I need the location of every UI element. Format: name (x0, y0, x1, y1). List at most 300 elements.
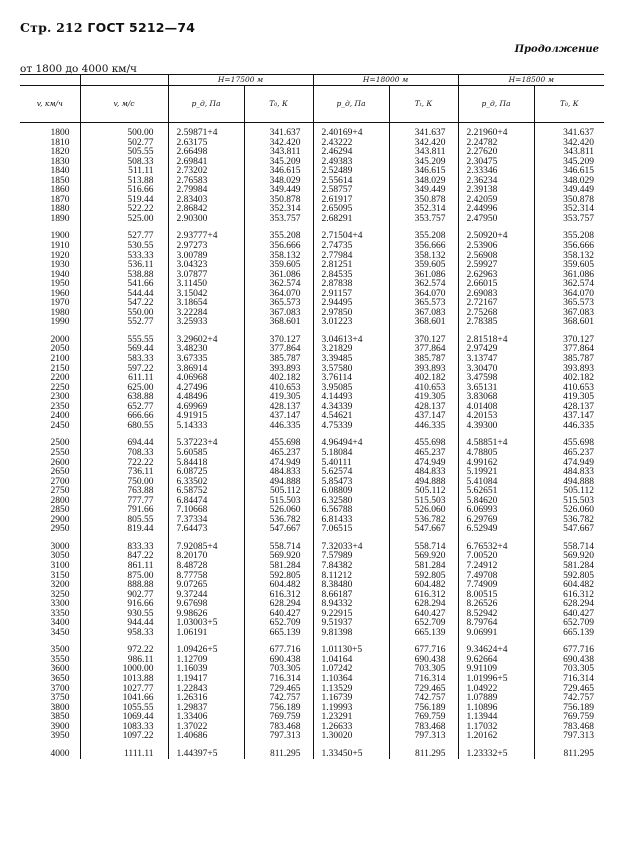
group-gap (20, 431, 604, 439)
cell-v-ms: 513.88 (80, 177, 168, 187)
cell-p-18000: 2.65095 (313, 205, 389, 215)
cell-p-17500: 6.58752 (168, 487, 244, 497)
cell-p-17500: 5.84418 (168, 459, 244, 469)
cell-t-18000: 345.209 (389, 158, 458, 168)
cell-t-17500: 362.574 (244, 280, 313, 290)
table-row (20, 252, 604, 262)
cell-t-18000: 446.335 (389, 422, 458, 432)
cell-p-18500: 4.20153 (458, 412, 534, 422)
table-row (20, 290, 604, 300)
cell-p-17500: 3.48230 (168, 345, 244, 355)
cell-t-18000: 368.601 (389, 318, 458, 328)
cell-t-18500: 358.132 (534, 252, 604, 262)
cell-p-18000: 8.66187 (313, 591, 389, 601)
continued-label: Продолжение (514, 44, 599, 55)
cell-v-kmh: 3150 (50, 570, 70, 581)
cell-t-17500: 769.759 (244, 713, 313, 723)
cell-v-kmh: 1930 (50, 260, 70, 271)
cell-t-18000: 362.574 (389, 280, 458, 290)
cell-v-ms: 1111.11 (80, 750, 168, 760)
cell-v-ms: 536.11 (80, 261, 168, 271)
cell-p-17500: 3.04323 (168, 261, 244, 271)
cell-v-kmh: 2350 (50, 401, 70, 412)
cell-v-kmh: 3350 (50, 608, 70, 619)
table-row (20, 713, 604, 723)
cell-v-ms: 611.11 (80, 374, 168, 384)
col-header-t-1: T₀, К (244, 86, 313, 123)
cell-p-18000: 6.81433 (313, 516, 389, 526)
cell-p-18000: 7.06515 (313, 525, 389, 535)
cell-t-18000: 484.833 (389, 468, 458, 478)
cell-t-18500: 505.112 (534, 487, 604, 497)
cell-p-18500: 4.01408 (458, 403, 534, 413)
cell-t-18000: 716.314 (389, 675, 458, 685)
cell-v-kmh: 2950 (50, 524, 70, 535)
cell-v-ms: 861.11 (80, 562, 168, 572)
table-row (20, 478, 604, 488)
cell-v-ms: 555.55 (80, 336, 168, 346)
cell-p-18000: 2.58757 (313, 186, 389, 196)
cell-v-ms: 522.22 (80, 205, 168, 215)
cell-p-18000: 1.04164 (313, 656, 389, 666)
cell-t-17500: 494.888 (244, 478, 313, 488)
table-row (20, 552, 604, 562)
cell-v-kmh: 1990 (50, 317, 70, 328)
cell-t-17500: 756.189 (244, 704, 313, 714)
cell-v-ms: 1083.33 (80, 723, 168, 733)
cell-v-kmh: 1890 (50, 213, 70, 224)
cell-p-18000: 7.84382 (313, 562, 389, 572)
altitude-header-1: H=17500 м (168, 75, 313, 86)
cell-t-17500: 364.070 (244, 290, 313, 300)
cell-v-kmh: 1820 (50, 147, 70, 158)
table-row (20, 215, 604, 225)
cell-p-18500: 5.62651 (458, 487, 534, 497)
cell-p-18500: 1.23332+5 (458, 750, 534, 760)
cell-p-18000: 4.75339 (313, 422, 389, 432)
cell-v-ms: 902.77 (80, 591, 168, 601)
table-row (20, 685, 604, 695)
col-header-p-1: p_д, Па (168, 86, 244, 123)
cell-p-18500: 2.72167 (458, 299, 534, 309)
cell-v-ms: 972.22 (80, 646, 168, 656)
cell-p-18500: 6.76532+4 (458, 543, 534, 553)
cell-p-17500: 9.37244 (168, 591, 244, 601)
cell-p-17500: 6.08725 (168, 468, 244, 478)
cell-v-ms: 652.77 (80, 403, 168, 413)
cell-t-18000: 494.888 (389, 478, 458, 488)
table-row (20, 543, 604, 553)
cell-v-kmh: 2700 (50, 476, 70, 487)
table-row (20, 723, 604, 733)
cell-v-kmh: 3650 (50, 673, 70, 684)
cell-t-18000: 437.147 (389, 412, 458, 422)
cell-p-18000: 8.38480 (313, 581, 389, 591)
cell-t-18000: 616.312 (389, 591, 458, 601)
cell-t-18500: 385.787 (534, 355, 604, 365)
cell-t-18000: 410.653 (389, 384, 458, 394)
cell-p-18500: 4.78805 (458, 449, 534, 459)
cell-t-18000: 342.420 (389, 139, 458, 149)
group-gap (20, 742, 604, 750)
cell-p-17500: 2.93777+4 (168, 232, 244, 242)
cell-t-18000: 558.714 (389, 543, 458, 553)
cell-t-18500: 356.666 (534, 242, 604, 252)
cell-p-18500: 2.33346 (458, 167, 534, 177)
cell-t-17500: 349.449 (244, 186, 313, 196)
cell-v-ms: 527.77 (80, 232, 168, 242)
cell-p-18000: 2.49383 (313, 158, 389, 168)
cell-p-18500: 2.66015 (458, 280, 534, 290)
cell-v-ms: 888.88 (80, 581, 168, 591)
cell-p-17500: 2.97273 (168, 242, 244, 252)
cell-v-ms: 597.22 (80, 365, 168, 375)
cell-v-ms: 500.00 (80, 129, 168, 139)
cell-p-18000: 2.97850 (313, 309, 389, 319)
cell-p-18500: 2.59927 (458, 261, 534, 271)
cell-v-kmh: 2400 (50, 411, 70, 422)
cell-p-18500: 1.04922 (458, 685, 534, 695)
cell-p-18000: 1.19993 (313, 704, 389, 714)
cell-v-ms: 958.33 (80, 629, 168, 639)
table-row (20, 525, 604, 535)
cell-v-kmh: 4000 (50, 748, 70, 759)
cell-t-17500: 346.615 (244, 167, 313, 177)
cell-v-kmh: 1940 (50, 269, 70, 280)
cell-p-18500: 1.17032 (458, 723, 534, 733)
cell-p-17500: 4.69969 (168, 403, 244, 413)
cell-p-17500: 7.92085+4 (168, 543, 244, 553)
cell-t-18500: 341.637 (534, 129, 604, 139)
cell-p-17500: 2.59871+4 (168, 129, 244, 139)
cell-p-17500: 3.07877 (168, 271, 244, 281)
cell-t-18000: 353.757 (389, 215, 458, 225)
table-row (20, 309, 604, 319)
cell-p-18500: 2.44996 (458, 205, 534, 215)
cell-t-18000: 455.698 (389, 439, 458, 449)
cell-t-17500: 628.294 (244, 600, 313, 610)
cell-t-18000: 367.083 (389, 309, 458, 319)
cell-t-18500: 370.127 (534, 336, 604, 346)
cell-p-18000: 1.13529 (313, 685, 389, 695)
cell-t-18000: 640.427 (389, 610, 458, 620)
cell-t-17500: 377.864 (244, 345, 313, 355)
table-row (20, 750, 604, 760)
cell-p-17500: 3.11450 (168, 280, 244, 290)
cell-v-kmh: 3750 (50, 693, 70, 704)
cell-v-kmh: 2850 (50, 505, 70, 516)
cell-p-18500: 3.30470 (458, 365, 534, 375)
cell-t-18000: 677.716 (389, 646, 458, 656)
table-row (20, 139, 604, 149)
cell-t-17500: 558.714 (244, 543, 313, 553)
table-row (20, 205, 604, 215)
cell-p-18000: 2.71504+4 (313, 232, 389, 242)
cell-v-ms: 1041.66 (80, 694, 168, 704)
cell-t-17500: 547.667 (244, 525, 313, 535)
cell-p-18000: 3.95085 (313, 384, 389, 394)
cell-p-18500: 1.10896 (458, 704, 534, 714)
table-row (20, 393, 604, 403)
cell-p-17500: 4.48496 (168, 393, 244, 403)
table-row (20, 449, 604, 459)
col-header-v-kmh: v, км/ч (20, 86, 80, 123)
cell-p-18000: 8.94332 (313, 600, 389, 610)
table-row (20, 299, 604, 309)
table-row (20, 732, 604, 742)
cell-v-ms: 1027.77 (80, 685, 168, 695)
cell-p-18000: 9.22915 (313, 610, 389, 620)
table-row (20, 562, 604, 572)
cell-p-18000: 2.84535 (313, 271, 389, 281)
cell-t-17500: 455.698 (244, 439, 313, 449)
cell-v-kmh: 2100 (50, 354, 70, 365)
cell-p-18500: 7.24912 (458, 562, 534, 572)
cell-p-18500: 7.00520 (458, 552, 534, 562)
cell-p-18500: 6.52949 (458, 525, 534, 535)
cell-v-ms: 547.22 (80, 299, 168, 309)
cell-v-kmh: 1880 (50, 204, 70, 215)
cell-p-18000: 2.52489 (313, 167, 389, 177)
cell-t-18000: 742.757 (389, 694, 458, 704)
cell-v-kmh: 2050 (50, 344, 70, 355)
cell-p-18000: 6.56788 (313, 506, 389, 516)
cell-p-18500: 9.34624+4 (458, 646, 534, 656)
cell-v-kmh: 3000 (50, 541, 70, 552)
cell-v-kmh: 1840 (50, 166, 70, 177)
cell-v-ms: 986.11 (80, 656, 168, 666)
cell-v-ms: 511.11 (80, 167, 168, 177)
cell-p-18000: 1.23291 (313, 713, 389, 723)
cell-p-18500: 2.30475 (458, 158, 534, 168)
cell-v-kmh: 3600 (50, 664, 70, 675)
table-row (20, 468, 604, 478)
cell-p-18000: 3.21829 (313, 345, 389, 355)
table-row (20, 516, 604, 526)
table-row (20, 232, 604, 242)
cell-p-17500: 1.33406 (168, 713, 244, 723)
cell-p-17500: 2.90300 (168, 215, 244, 225)
cell-p-18500: 2.53906 (458, 242, 534, 252)
table-row (20, 261, 604, 271)
cell-v-kmh: 1860 (50, 185, 70, 196)
cell-p-18500: 3.13747 (458, 355, 534, 365)
cell-t-18000: 370.127 (389, 336, 458, 346)
cell-t-17500: 342.420 (244, 139, 313, 149)
cell-p-18500: 6.29769 (458, 516, 534, 526)
cell-t-18500: 346.615 (534, 167, 604, 177)
table-row (20, 422, 604, 432)
cell-p-18000: 5.62574 (313, 468, 389, 478)
cell-t-18500: 592.805 (534, 572, 604, 582)
cell-t-18500: 402.182 (534, 374, 604, 384)
cell-t-18000: 402.182 (389, 374, 458, 384)
cell-t-18500: 677.716 (534, 646, 604, 656)
cell-p-17500: 1.29837 (168, 704, 244, 714)
cell-p-18000: 2.77984 (313, 252, 389, 262)
cell-t-17500: 505.112 (244, 487, 313, 497)
cell-p-17500: 1.19417 (168, 675, 244, 685)
cell-p-18500: 8.52942 (458, 610, 534, 620)
cell-t-18000: 346.615 (389, 167, 458, 177)
cell-v-kmh: 3250 (50, 589, 70, 600)
table-body (20, 123, 604, 760)
cell-p-17500: 8.20170 (168, 552, 244, 562)
cell-p-18500: 7.49708 (458, 572, 534, 582)
cell-v-ms: 625.00 (80, 384, 168, 394)
cell-t-18000: 756.189 (389, 704, 458, 714)
cell-t-17500: 370.127 (244, 336, 313, 346)
table-row (20, 619, 604, 629)
cell-t-18000: 465.237 (389, 449, 458, 459)
cell-t-18000: 349.449 (389, 186, 458, 196)
cell-t-18500: 526.060 (534, 506, 604, 516)
cell-t-18500: 349.449 (534, 186, 604, 196)
cell-t-18000: 569.920 (389, 552, 458, 562)
cell-t-18500: 811.295 (534, 750, 604, 760)
table-row (20, 591, 604, 601)
cell-t-18500: 652.709 (534, 619, 604, 629)
cell-t-18500: 474.949 (534, 459, 604, 469)
cell-t-17500: 437.147 (244, 412, 313, 422)
cell-p-18000: 4.14493 (313, 393, 389, 403)
cell-t-17500: 811.295 (244, 750, 313, 760)
cell-v-ms: 638.88 (80, 393, 168, 403)
cell-v-ms: 552.77 (80, 318, 168, 328)
table-row (20, 196, 604, 206)
cell-v-ms: 847.22 (80, 552, 168, 562)
cell-t-18000: 505.112 (389, 487, 458, 497)
cell-p-18500: 8.79764 (458, 619, 534, 629)
cell-v-kmh: 3100 (50, 560, 70, 571)
cell-v-ms: 505.55 (80, 148, 168, 158)
cell-t-18000: 783.468 (389, 723, 458, 733)
cell-p-18000: 2.91157 (313, 290, 389, 300)
table-row (20, 242, 604, 252)
cell-t-18500: 343.811 (534, 148, 604, 158)
cell-p-17500: 2.66498 (168, 148, 244, 158)
cell-t-17500: 729.465 (244, 685, 313, 695)
table-row (20, 629, 604, 639)
cell-v-ms: 791.66 (80, 506, 168, 516)
table-row (20, 704, 604, 714)
cell-t-17500: 352.314 (244, 205, 313, 215)
table-row (20, 439, 604, 449)
cell-p-18500: 5.84620 (458, 497, 534, 507)
altitude-header-3: H=18500 м (458, 75, 604, 86)
table-row (20, 581, 604, 591)
cell-v-ms: 541.66 (80, 280, 168, 290)
cell-t-17500: 797.313 (244, 732, 313, 742)
cell-v-kmh: 2650 (50, 467, 70, 478)
cell-v-kmh: 3200 (50, 580, 70, 591)
cell-v-ms: 538.88 (80, 271, 168, 281)
cell-v-ms: 544.44 (80, 290, 168, 300)
table-row (20, 345, 604, 355)
cell-t-18500: 353.757 (534, 215, 604, 225)
cell-p-17500: 2.86842 (168, 205, 244, 215)
cell-t-18500: 604.482 (534, 581, 604, 591)
cell-p-18500: 9.62664 (458, 656, 534, 666)
cell-v-ms: 666.66 (80, 412, 168, 422)
cell-t-18000: 811.295 (389, 750, 458, 760)
cell-p-17500: 7.10668 (168, 506, 244, 516)
cell-t-17500: 716.314 (244, 675, 313, 685)
cell-t-18000: 393.893 (389, 365, 458, 375)
cell-p-18500: 1.20162 (458, 732, 534, 742)
cell-v-ms: 694.44 (80, 439, 168, 449)
cell-p-18000: 8.11212 (313, 572, 389, 582)
cell-t-18000: 364.070 (389, 290, 458, 300)
cell-p-17500: 4.27496 (168, 384, 244, 394)
table-row (20, 318, 604, 328)
cell-t-17500: 677.716 (244, 646, 313, 656)
cell-p-18500: 2.97429 (458, 345, 534, 355)
cell-t-18500: 769.759 (534, 713, 604, 723)
cell-p-18000: 3.04613+4 (313, 336, 389, 346)
col-header-p-2: p_д, Па (313, 86, 389, 123)
altitude-header-2: H=18000 м (313, 75, 458, 86)
cell-v-ms: 1055.55 (80, 704, 168, 714)
cell-p-17500: 2.63175 (168, 139, 244, 149)
cell-t-18500: 742.757 (534, 694, 604, 704)
cell-v-kmh: 2000 (50, 334, 70, 345)
cell-t-17500: 515.503 (244, 497, 313, 507)
cell-v-ms: 875.00 (80, 572, 168, 582)
cell-v-ms: 533.33 (80, 252, 168, 262)
cell-t-18500: 368.601 (534, 318, 604, 328)
cell-t-17500: 367.083 (244, 309, 313, 319)
cell-p-18000: 1.30020 (313, 732, 389, 742)
cell-v-ms: 750.00 (80, 478, 168, 488)
cell-t-17500: 569.920 (244, 552, 313, 562)
cell-p-17500: 6.84474 (168, 497, 244, 507)
cell-p-18000: 5.85473 (313, 478, 389, 488)
cell-t-18000: 526.060 (389, 506, 458, 516)
cell-v-kmh: 1980 (50, 307, 70, 318)
table-row (20, 271, 604, 281)
cell-p-17500: 2.73202 (168, 167, 244, 177)
cell-t-18500: 729.465 (534, 685, 604, 695)
cell-v-ms: 583.33 (80, 355, 168, 365)
cell-p-17500: 4.06968 (168, 374, 244, 384)
cell-t-18500: 465.237 (534, 449, 604, 459)
cell-v-ms: 519.44 (80, 196, 168, 206)
cell-t-18000: 348.029 (389, 177, 458, 187)
cell-p-18000: 4.34339 (313, 403, 389, 413)
table-row (20, 412, 604, 422)
table-row (20, 148, 604, 158)
cell-p-18000: 6.32580 (313, 497, 389, 507)
cell-p-18000: 2.61917 (313, 196, 389, 206)
cell-t-17500: 402.182 (244, 374, 313, 384)
cell-v-ms: 777.77 (80, 497, 168, 507)
cell-t-18000: 419.305 (389, 393, 458, 403)
cell-t-18000: 474.949 (389, 459, 458, 469)
cell-t-18500: 348.029 (534, 177, 604, 187)
cell-p-17500: 9.67698 (168, 600, 244, 610)
cell-t-17500: 616.312 (244, 591, 313, 601)
cell-t-17500: 783.468 (244, 723, 313, 733)
cell-t-18000: 428.137 (389, 403, 458, 413)
cell-t-18500: 437.147 (534, 412, 604, 422)
cell-t-18500: 783.468 (534, 723, 604, 733)
cell-p-18500: 2.27620 (458, 148, 534, 158)
cell-v-kmh: 3500 (50, 645, 70, 656)
cell-v-kmh: 3050 (50, 551, 70, 562)
cell-v-ms: 525.00 (80, 215, 168, 225)
cell-p-17500: 1.37022 (168, 723, 244, 733)
